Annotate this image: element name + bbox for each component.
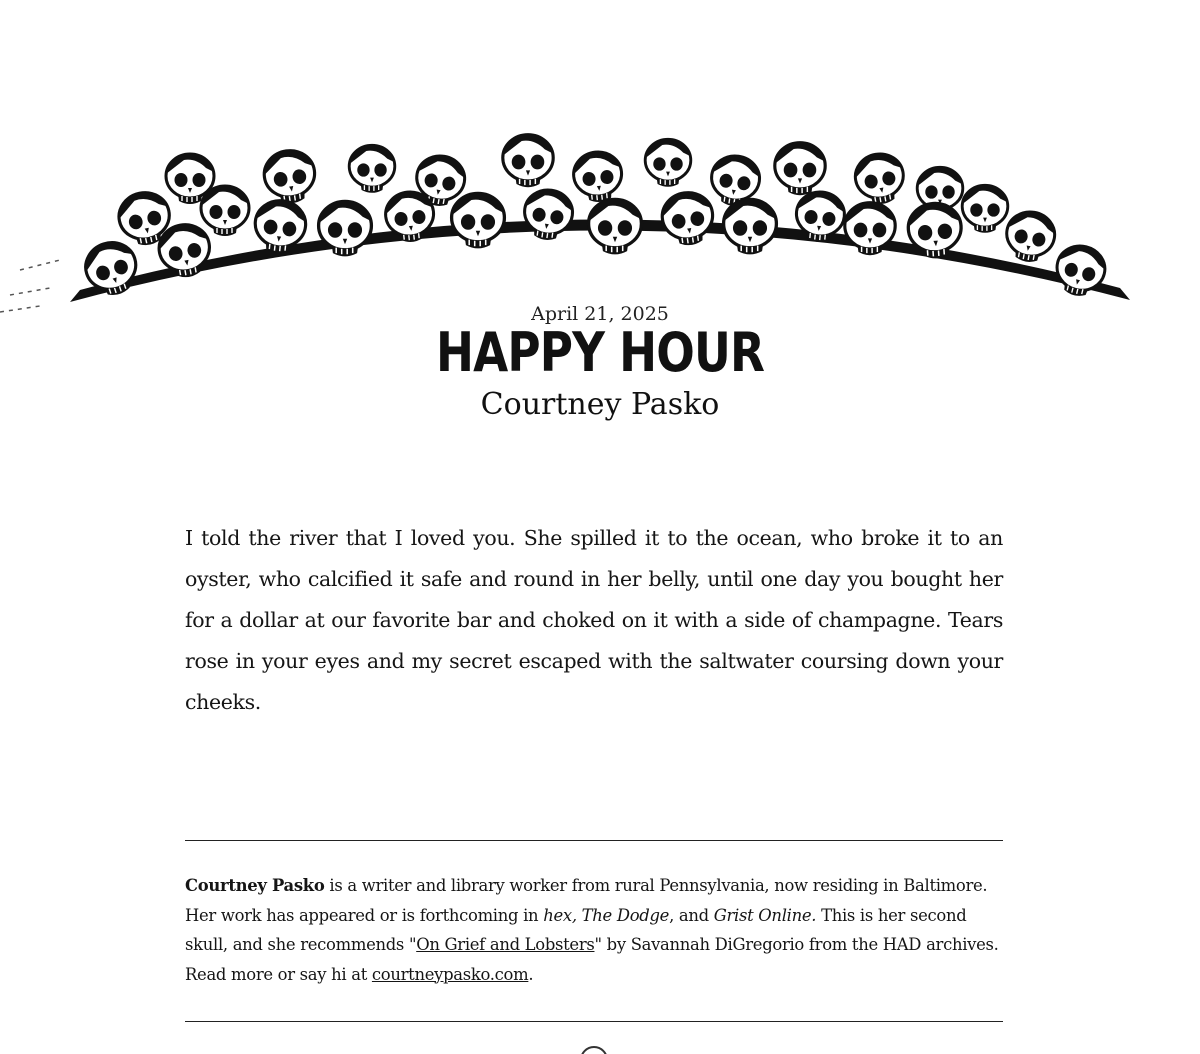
bio-publication: Grist Online. <box>713 905 817 925</box>
divider-bottom <box>185 1021 1003 1022</box>
circle-icon <box>580 1046 608 1054</box>
author-website-link[interactable]: courtneypasko.com <box>371 964 529 984</box>
divider-top <box>185 840 1003 841</box>
post-title: HAPPY HOUR <box>435 321 765 384</box>
story-body: I told the river that I loved you. She spilled it to the ocean, who broke it to an oyster, who calcified it safe and round in her belly, until one day you bought her for a dollar at our favorite bar and choked on it with a side of champagne. Tears rose in your eyes and my secret escaped with the saltwater coursing down your cheeks. <box>185 526 1003 714</box>
bio-text: This is her second skull, and she recommends " <box>185 905 967 954</box>
bio-text: . <box>528 964 534 984</box>
bio-text: , and <box>669 905 714 925</box>
skull-pile-illustration <box>0 120 1200 330</box>
recommended-story-link[interactable]: On Grief and Lobsters <box>416 935 595 954</box>
bio-publication: hex, The Dodge <box>543 905 670 925</box>
bio-text: " by Savannah DiGregorio from the HAD archives. Read more or say hi at <box>185 935 999 984</box>
bio-text: is a writer and library worker from rural Pennsylvania, now residing in Baltimore. Her work has appeared or is forthcoming in <box>185 876 988 925</box>
author-bio <box>185 871 1003 989</box>
post-date: April 21, 2025 <box>531 303 669 325</box>
bio-author-name: Courtney Pasko <box>185 876 325 895</box>
post-author: Courtney Pasko <box>480 387 720 422</box>
post-header <box>0 300 1200 424</box>
